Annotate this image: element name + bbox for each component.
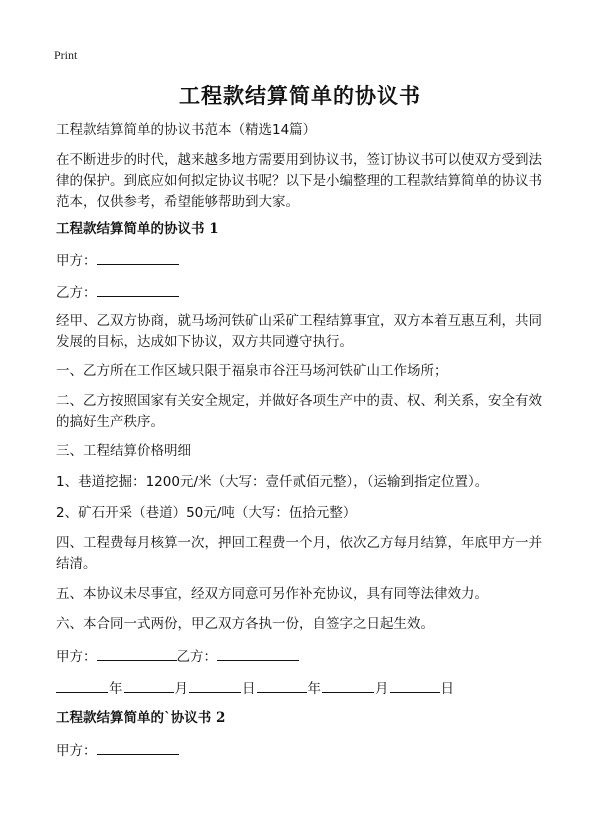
intro-line-1: 在不断进步的时代，越来越多地方需要用到协议书，签订协议书可以使双方受到法 <box>56 152 542 168</box>
clause-4-line-1: 四、工程费每月核算一次，押回工程费一个月，依次乙方每月结算，年底甲方一并 <box>56 535 542 551</box>
document-subtitle: 工程款结算简单的协议书范本（精选14篇） <box>56 122 317 138</box>
clause-6: 六、本合同一式两份，甲乙双方各执一份，自签字之日起生效。 <box>56 616 434 632</box>
day-label-1: 日 <box>242 681 256 697</box>
sign-a-label: 甲方： <box>56 649 97 665</box>
price-item-2: 2、矿石开采（巷道）50元/吨（大写：伍拾元整） <box>56 505 357 521</box>
party-a2-blank <box>97 740 179 755</box>
sign-b-blank <box>217 646 299 661</box>
year-blank-1 <box>56 678 108 693</box>
year-label-2: 年 <box>307 681 321 697</box>
month-blank-1 <box>124 678 174 693</box>
party-b-blank <box>97 282 179 297</box>
price-item-1: 1、巷道挖掘：1200元/米（大写：壹仟贰佰元整），（运输到指定位置）。 <box>56 474 489 490</box>
paragraph-1-line-1: 经甲、乙双方协商，就马场河铁矿山采矿工程结算事宜，双方本着互惠互利，共同 <box>56 313 542 329</box>
intro-line-3: 范本，仅供参考，希望能够帮助到大家。 <box>56 194 299 210</box>
day-blank-2 <box>390 678 440 693</box>
section-2-heading: 工程款结算简单的`协议书 2 <box>56 710 226 726</box>
month-label-2: 月 <box>375 681 389 697</box>
party-b-row <box>56 282 548 304</box>
clause-2-line-2: 的搞好生产秩序。 <box>56 414 164 430</box>
clause-3: 三、工程结算价格明细 <box>56 443 191 459</box>
party-a-row <box>56 250 548 272</box>
document-title: 工程款结算简单的协议书 <box>179 84 421 108</box>
year-blank-2 <box>257 678 307 693</box>
month-label-1: 月 <box>174 681 188 697</box>
clause-1: 一、乙方所在工作区域只限于福泉市谷汪马场河铁矿山工作场所； <box>56 363 448 379</box>
print-link[interactable]: Print <box>54 48 78 62</box>
clause-2-line-1: 二、乙方按照国家有关安全规定，并做好各项生产中的责、权、利关系，安全有效 <box>56 393 542 409</box>
clause-4-line-2: 结清。 <box>56 556 97 572</box>
party-a-blank <box>97 250 179 265</box>
month-blank-2 <box>322 678 374 693</box>
party-a-label: 甲方： <box>56 253 97 269</box>
party-a2-label: 甲方： <box>56 743 97 759</box>
day-blank-1 <box>189 678 241 693</box>
day-label-2: 日 <box>440 681 454 697</box>
date-row <box>56 677 455 697</box>
party-b-label: 乙方： <box>56 285 97 301</box>
section-1-heading: 工程款结算简单的协议书 1 <box>56 221 219 237</box>
sign-a-blank <box>97 646 177 661</box>
paragraph-1-line-2: 发展的目标，达成如下协议，双方共同遵守执行。 <box>56 334 353 350</box>
year-label-1: 年 <box>109 681 123 697</box>
sign-b-label: 乙方： <box>176 649 217 665</box>
clause-5: 五、本协议未尽事宜，经双方同意可另作补充协议，具有同等法律效力。 <box>56 586 488 602</box>
party-a2-row <box>56 740 548 762</box>
signature-row <box>56 646 548 668</box>
intro-line-2: 律的保护。到底应如何拟定协议书呢？以下是小编整理的工程款结算简单的协议书 <box>56 173 542 189</box>
